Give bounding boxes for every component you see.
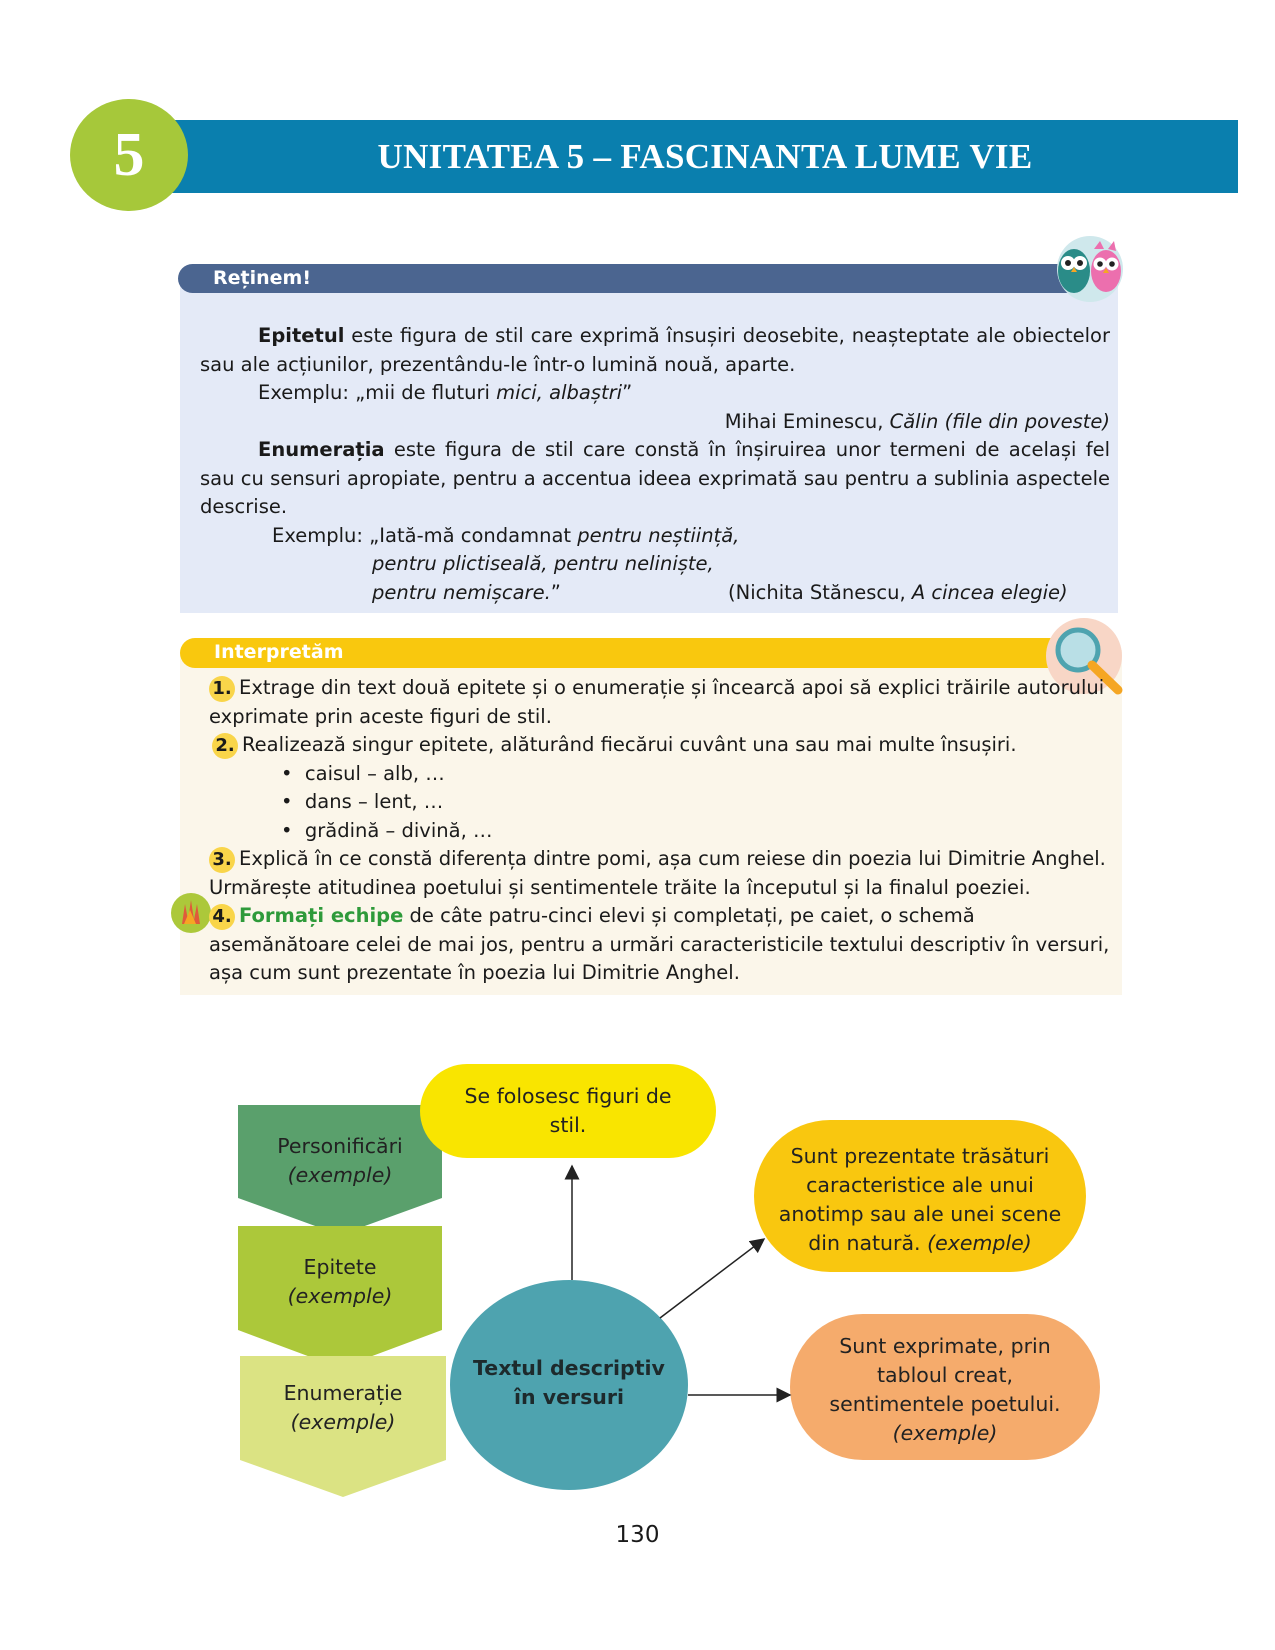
unit-title: UNITATEA 5 – FASCINANTA LUME VIE	[377, 137, 1033, 176]
bullet-item: • grădină – divină, …	[281, 818, 493, 842]
enum-example-line3	[200, 579, 1110, 608]
arrow-to-right1	[660, 1239, 764, 1318]
ex2-line1: pentru neștiință,	[577, 523, 740, 547]
question-2-text: Realizează singur epitete, alăturând fiecărui cuvânt una sau mai multe însușiri.	[242, 733, 1017, 756]
personificari-label: Personificări	[277, 1134, 403, 1158]
question-1-number: 1.	[209, 676, 235, 702]
right2-ex: (exemple)	[892, 1421, 998, 1445]
personificari-ex: (exemple)	[287, 1163, 393, 1187]
question-1	[209, 674, 1113, 731]
node-right2	[826, 1332, 1064, 1448]
bullet-item: • caisul – alb, …	[281, 761, 445, 785]
ex2-close: ”	[550, 580, 561, 604]
team-hands-icon	[170, 890, 212, 936]
question-3	[209, 845, 1113, 902]
ex1-author: Mihai Eminescu,	[724, 409, 890, 433]
right1-ex: (exemple)	[927, 1231, 1032, 1255]
retinem-title: Reținem!	[213, 267, 311, 289]
epitete-label: Epitete	[303, 1255, 377, 1279]
bullet-text-3: grădină – divină, …	[304, 818, 493, 842]
question-3-number: 3.	[209, 847, 235, 873]
question-4	[209, 902, 1113, 988]
ex2-source	[728, 579, 1068, 608]
epitete-ex: (exemple)	[287, 1284, 393, 1308]
node-personificari	[238, 1132, 442, 1190]
right2-text: Sunt exprimate, prin tabloul creat, sentimentele poetului.	[829, 1334, 1061, 1416]
node-center: Textul descriptiv în versuri	[473, 1356, 665, 1409]
ex1-italic: mici, albaștri	[496, 381, 623, 404]
node-epitete	[238, 1253, 442, 1311]
owls-icon	[1046, 233, 1134, 305]
ex1-work: Călin (file din poveste)	[889, 409, 1110, 433]
interpretam-title: Interpretăm	[214, 641, 344, 663]
enum-example-line2	[200, 550, 1110, 579]
epitet-definition	[200, 322, 1110, 379]
enum-def-text: este figura de stil care constă în înșiruirea unor termeni de același fel sau cu sensuri apropiate, pentru a accentua ideea exprimată sau pentru a sublinia aspectele descrise.	[200, 438, 1110, 518]
question-4-highlight: Formați echipe	[239, 904, 404, 927]
retinem-text	[200, 322, 1110, 607]
ex2-line2: pentru plictiseală, pentru neliniște,	[372, 552, 714, 575]
ex1-close: ”	[622, 381, 633, 404]
epitet-def-text: este figura de stil care exprimă însușiri deosebite, neașteptate ale obiectelor sau ale acțiunilor, prezentându-le într-o lumină nouă, aparte.	[200, 324, 1110, 376]
enumeratie-label: Enumerație	[283, 1381, 403, 1405]
question-1-text: Extrage din text două epitete și o enumerație și încearcă apoi să explici trăirile autorului exprimate prin aceste figuri de stil.	[209, 676, 1105, 728]
page-number: 130	[615, 1522, 660, 1548]
question-3-text: Explică în ce constă diferența dintre pomi, așa cum reiese din poezia lui Dimitrie Anghel. Urmărește atitudinea poetului și sentimentele trăite la începutul și la finalul poeziei.	[209, 847, 1106, 899]
ex2-work: A cincea elegie)	[911, 580, 1068, 604]
epitet-source	[200, 408, 1110, 437]
ex2-line3: pentru nemișcare.	[372, 580, 551, 604]
unit-number: 5	[113, 121, 145, 189]
enumeratie-ex: (exemple)	[290, 1410, 396, 1434]
question-2	[209, 731, 1113, 760]
bullet-item: • dans – lent, …	[281, 790, 444, 813]
node-enumeratie	[240, 1379, 446, 1437]
ex1-label: Exemplu: „mii de fluturi	[258, 381, 497, 404]
question-4-number: 4.	[209, 904, 235, 930]
ex2-author: (Nichita Stănescu,	[728, 580, 912, 604]
right1-text: Sunt prezentate trăsături caracteristice ale unui anotimp sau ale unei scene din natură.	[778, 1144, 1062, 1255]
node-top: Se folosesc figuri de stil.	[464, 1084, 672, 1137]
question-2-number: 2.	[212, 733, 238, 759]
bullet-text-2: dans – lent, …	[304, 790, 444, 813]
epitet-example	[200, 379, 1110, 408]
question-4-text: de câte patru-cinci elevi și completați, pe caiet, o schemă asemănătoare celei de mai jos, pentru a urmări caracteristicile textului descriptiv în versuri, așa cum sunt prezentate în poezia lui Dimitrie Anghel.	[209, 904, 1110, 984]
enum-definition	[200, 436, 1110, 522]
enum-example-line1	[200, 522, 1110, 551]
retinem-header-bar	[178, 264, 1078, 293]
ex2-label: Exemplu: „Iată-mă condamnat	[272, 523, 578, 547]
descriptive-text-diagram	[0, 1050, 1275, 1520]
interpretam-text	[209, 674, 1113, 988]
node-right1	[778, 1142, 1062, 1258]
epitet-term: Epitetul	[258, 324, 345, 347]
enum-term: Enumerația	[258, 438, 385, 461]
bullet-text-1: caisul – alb, …	[304, 761, 445, 785]
